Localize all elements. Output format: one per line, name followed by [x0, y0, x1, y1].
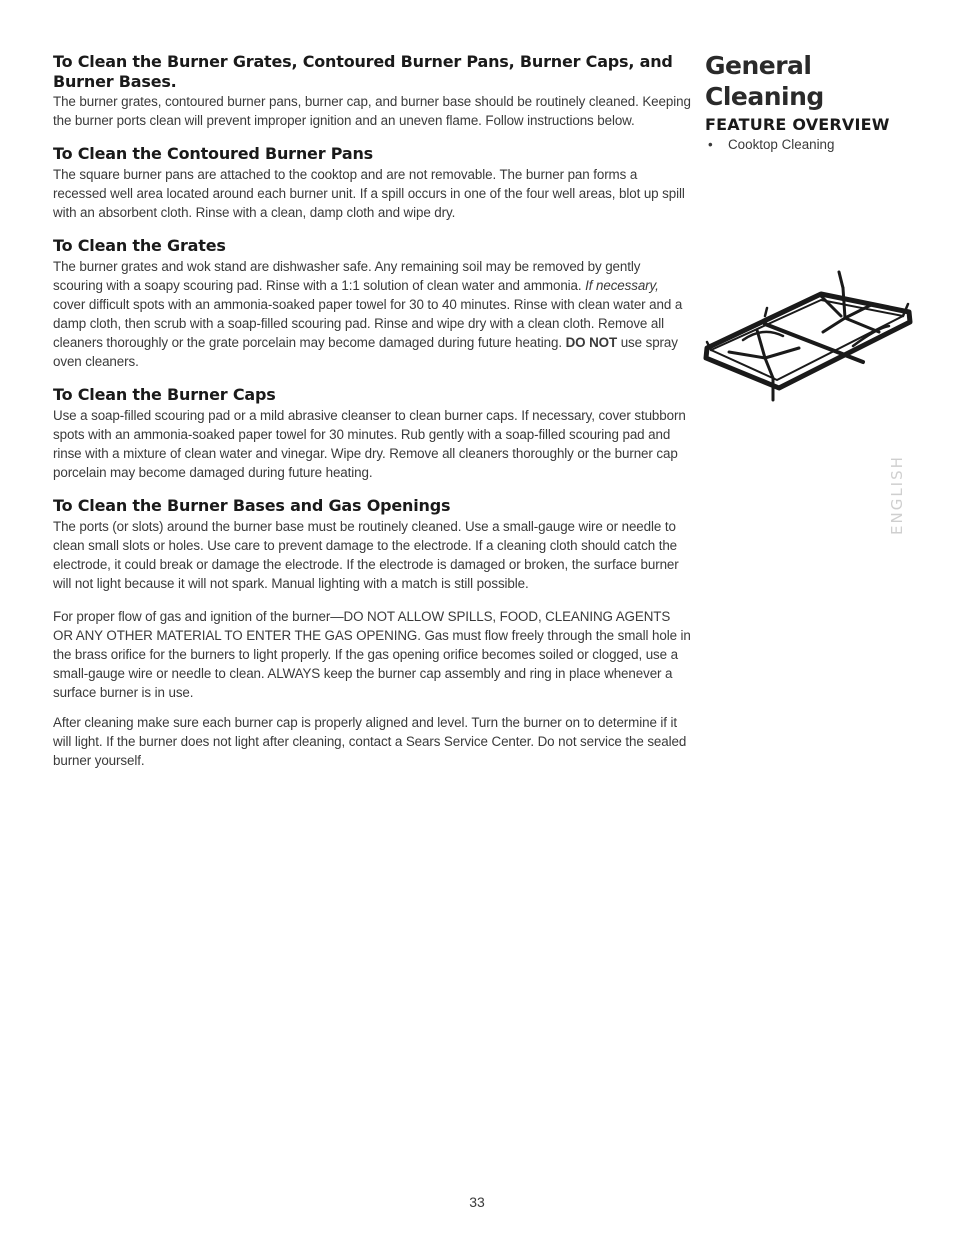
- main-content: [53, 52, 693, 770]
- feature-bullet-label: Cooktop Cleaning: [728, 137, 835, 152]
- sidebar-title: [705, 50, 935, 112]
- grates-section: [53, 236, 693, 371]
- after-cleaning-body: After cleaning make sure each burner cap is properly aligned and level. Turn the burner on to determine if it will light. If the burner does not light after cleaning, contact a Sears Service Center. Do not service the sealed burner yourself.: [53, 715, 687, 768]
- grates-body-c: use spray oven cleaners.: [53, 335, 678, 369]
- grates-body-a: The burner grates and wok stand are dishwasher safe. Any remaining soil may be removed by gently scouring with a soapy scouring pad. Rinse with a 1:1 solution of clean water and ammonia.: [53, 259, 641, 293]
- sidebar-title-line1: General: [705, 51, 812, 80]
- language-tab: ENGLISH: [888, 455, 906, 535]
- grates-heading: To Clean the Grates: [53, 236, 226, 255]
- feature-bullet: [705, 135, 935, 154]
- burner-pans-heading: To Clean the Contoured Burner Pans: [53, 144, 373, 163]
- burner-grate-illustration: [703, 266, 913, 406]
- page-number: 33: [469, 1194, 485, 1210]
- burner-bases-heading: To Clean the Burner Bases and Gas Openings: [53, 496, 451, 515]
- intro-section: [53, 52, 693, 130]
- bullet-dot: •: [708, 137, 713, 152]
- grates-body-b: cover difficult spots with an ammonia-soaked paper towel for 30 to 40 minutes. Rinse with clean water and a damp cloth, then scrub with a soap-filled scouring pad. Rinse and wipe dry with a clean cloth. Remove all cleaners thoroughly or the grate porcelain may become damaged during future heating.: [53, 297, 683, 350]
- gas-flow-body: For proper flow of gas and ignition of the burner—DO NOT ALLOW SPILLS, FOOD, CLEANING AGENTS OR ANY OTHER MATERIAL TO ENTER THE GAS OPENING. Gas must flow freely through the small hole in the brass orifice for the burners to light properly. If the gas opening orifice becomes soiled or clogged, use a small-gauge wire or needle to clean. ALWAYS keep the burner cap assembly and ring in place whenever a surface burner is in use.: [53, 609, 691, 700]
- burner-pans-section: [53, 144, 693, 222]
- burner-caps-section: [53, 385, 693, 482]
- intro-heading: To Clean the Burner Grates, Contoured Burner Pans, Burner Caps, and Burner Bases.: [53, 52, 673, 91]
- intro-body: The burner grates, contoured burner pans, burner cap, and burner base should be routinely cleaned. Keeping the burner ports clean will prevent improper ignition and an uneven flame. Follow instructions below.: [53, 94, 691, 128]
- grates-body-bold: DO NOT: [565, 335, 618, 350]
- burner-caps-body: Use a soap-filled scouring pad or a mild abrasive cleanser to clean burner caps. If necessary, cover stubborn spots with an ammonia-soaked paper towel for 30 minutes. Rub gently with a soap-filled scouring pad and rinse with a mixture of clean water and vinegar. Wipe dry. Remove all cleaners thoroughly or the burner cap porcelain may become damaged during future heating.: [53, 408, 686, 480]
- burner-caps-heading: To Clean the Burner Caps: [53, 385, 276, 404]
- sidebar-title-line2: Cleaning: [705, 82, 824, 111]
- grates-body: [53, 257, 693, 371]
- burner-pans-body: The square burner pans are attached to the cooktop and are not removable. The burner pan forms a recessed well area located around each burner unit. If a spill occurs in one of the four well areas, blot up spill with an absorbent cloth. Rinse with a clean, damp cloth and wipe dry.: [53, 167, 685, 220]
- sidebar: [705, 50, 935, 154]
- feature-overview-heading: FEATURE OVERVIEW: [705, 115, 890, 134]
- burner-bases-body: The ports (or slots) around the burner base must be routinely cleaned. Use a small-gauge wire or needle to clean small slots or holes. Use care to prevent damage to the electrode. If a cleaning cloth should catch the electrode, it could break or damage the electrode. If the electrode is damaged or broken, the surface burner will not light because it will not spark. Manual lighting with a match is still possible.: [53, 519, 679, 591]
- grates-body-italic: If necessary,: [585, 278, 659, 293]
- burner-bases-section: [53, 496, 693, 770]
